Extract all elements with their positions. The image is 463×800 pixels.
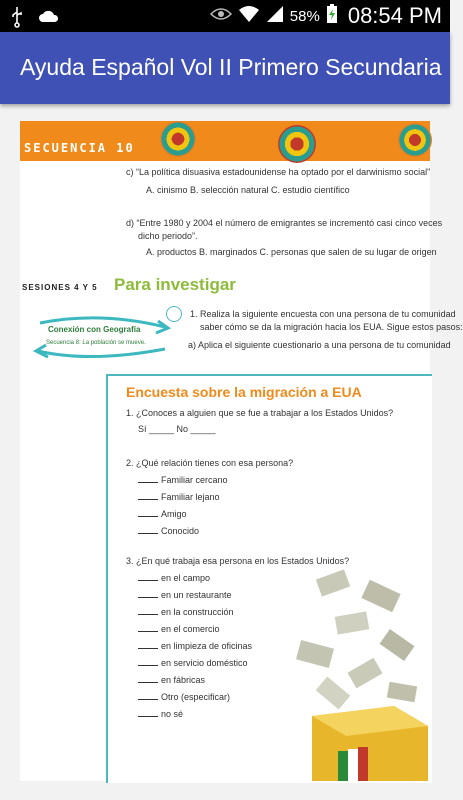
- survey-q3-option: en fábricas: [138, 675, 205, 685]
- usb-icon: [10, 6, 24, 31]
- survey-q3-option: en limpieza de oficinas: [138, 641, 252, 651]
- sequence-label: SECUENCIA 10: [24, 141, 135, 155]
- sequence-header: [20, 121, 430, 161]
- survey-q2-option: Familiar lejano: [138, 492, 220, 502]
- survey-q3: 3. ¿En qué trabaja esa persona en los Estados Unidos?: [126, 556, 350, 566]
- survey-q1: 1. ¿Conoces a alguien que se fue a trabajar a los Estados Unidos?: [126, 408, 394, 418]
- item1-line2: saber cómo se da la migración hacia los EUA. Sigue estos pasos:: [200, 322, 463, 332]
- survey-q2-option: Conocido: [138, 526, 199, 536]
- survey-q1-answer: Sí _____ No _____: [138, 424, 216, 434]
- battery-charging-icon: [326, 4, 338, 28]
- wifi-icon: [238, 5, 260, 27]
- question-d-line1: d) “Entre 1980 y 2004 el número de emigrantes se incrementó casi cinco veces: [126, 218, 443, 228]
- survey-box: [106, 374, 432, 783]
- survey-q3-option: Otro (especificar): [138, 692, 230, 702]
- secuencia8-label: Secuencia 8: La población se mueve.: [46, 340, 146, 346]
- sessions-label: SESIONES 4 Y 5: [22, 283, 98, 292]
- step-circle-icon: [166, 306, 182, 322]
- question-c-options: A. cinismo B. selección natural C. estudio científico: [146, 185, 350, 195]
- status-bar: [0, 0, 450, 32]
- survey-q2-option: Familiar cercano: [138, 475, 228, 485]
- survey-q3-option: no sé: [138, 709, 183, 719]
- app-title: Ayuda Español Vol II Primero Secundaria: [20, 54, 442, 80]
- cloud-icon: [38, 8, 60, 29]
- arrow-swoosh-icon: [30, 301, 180, 376]
- survey-title: Encuesta sobre la migración a EUA: [126, 384, 362, 400]
- decorative-circle: [278, 125, 316, 163]
- app-bar: [0, 32, 450, 104]
- question-d-line2: dicho periodo”.: [138, 231, 198, 241]
- item1a: a) Aplica el siguiente cuestionario a una persona de tu comunidad: [188, 340, 451, 350]
- document-page[interactable]: [20, 121, 463, 781]
- survey-q2-option: Amigo: [138, 509, 187, 519]
- decorative-circle: [398, 123, 432, 157]
- decorative-circle: [160, 121, 196, 157]
- question-c: c) “La política disuasiva estadounidense ha optado por el darwinismo social”: [126, 167, 431, 177]
- signal-icon: [266, 5, 284, 27]
- money-ballot-box-image: [278, 566, 432, 781]
- section-title: Para investigar: [114, 275, 236, 294]
- question-d-options: A. productos B. marginados C. personas que salen de su lugar de origen: [146, 247, 437, 257]
- survey-q2: 2. ¿Qué relación tienes con esa persona?: [126, 458, 294, 468]
- survey-q3-option: en el comercio: [138, 624, 220, 634]
- survey-q3-option: en la construcción: [138, 607, 234, 617]
- clock: 08:54 PM: [347, 3, 442, 28]
- survey-q3-option: en servicio doméstico: [138, 658, 248, 668]
- item1-line1: 1. Realiza la siguiente encuesta con una persona de tu comunidad: [190, 309, 456, 319]
- survey-q3-option: en el campo: [138, 573, 210, 583]
- battery-percent: 58%: [289, 7, 320, 25]
- conexion-label: Conexión con Geografía: [48, 325, 141, 334]
- survey-q3-option: en un restaurante: [138, 590, 232, 600]
- eye-icon: [210, 7, 232, 25]
